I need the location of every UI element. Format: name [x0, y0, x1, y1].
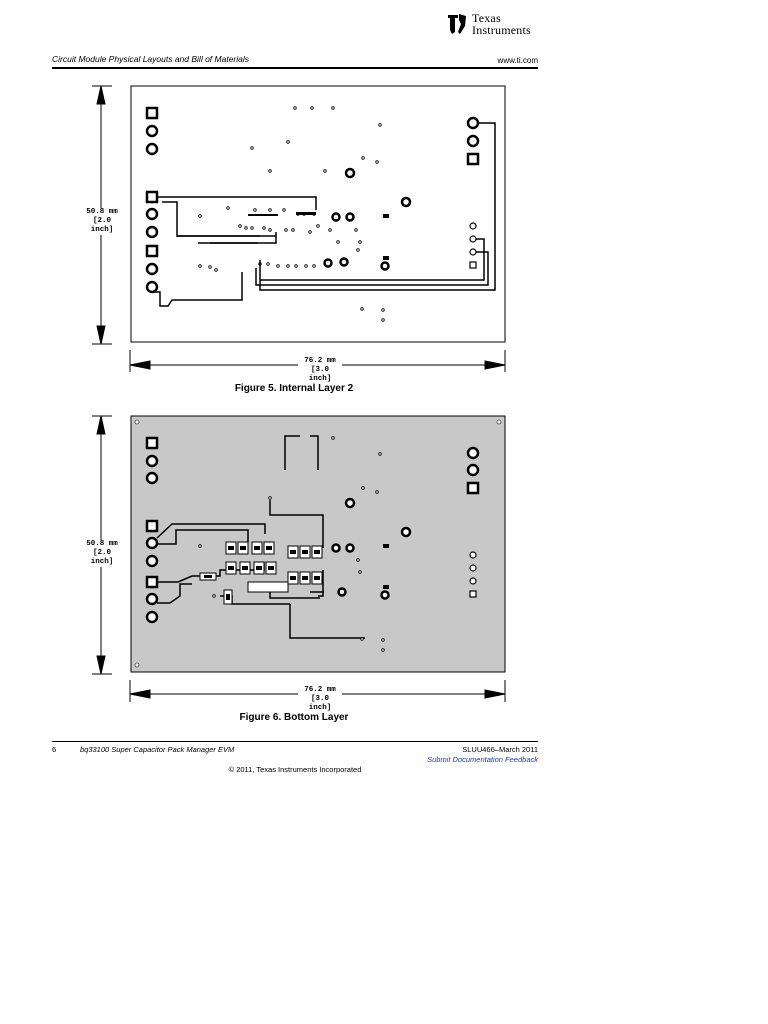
fig6-width-label [298, 686, 342, 713]
logo-wordmark [472, 13, 531, 37]
fig6-width-mm: 76.2 mm [304, 686, 336, 694]
footer-rule [52, 741, 538, 742]
section-title: Circuit Module Physical Layouts and Bill of Materials [52, 54, 250, 64]
logo-line1: Texas [472, 11, 501, 25]
header-rule [52, 67, 538, 69]
figure5-caption: Figure 5. Internal Layer 2 [234, 383, 354, 394]
fig5-width-mm: 76.2 mm [304, 357, 336, 365]
footer-doc-title: bq33100 Super Capacitor Pack Manager EVM [80, 745, 235, 754]
logo-line2: Instruments [472, 23, 531, 37]
header-url[interactable]: www.ti.com [497, 56, 538, 65]
figure6-drawing [80, 410, 520, 710]
copyright: © 2011, Texas Instruments Incorporated [228, 765, 362, 774]
figure6-caption: Figure 6. Bottom Layer [239, 712, 349, 723]
fig5-width-label [298, 357, 342, 384]
fig5-height-mm: 50.8 mm [86, 208, 118, 216]
page-number: 6 [52, 745, 57, 754]
footer-doc-id: SLUU466–March 2011 [462, 745, 538, 754]
ti-logo-icon [446, 12, 468, 36]
fig6-height-mm: 50.8 mm [86, 540, 118, 548]
fig6-height-in: [2.0 inch] [90, 549, 114, 566]
feedback-link[interactable]: Submit Documentation Feedback [427, 755, 538, 764]
figure5-drawing [80, 80, 520, 380]
fig6-width-in: [3.0 inch] [308, 695, 332, 712]
fig5-height-in: [2.0 inch] [90, 217, 114, 234]
fig6-height-label [80, 540, 124, 567]
ti-logo [446, 12, 546, 38]
fig5-width-in: [3.0 inch] [308, 366, 332, 383]
fig5-height-label [80, 208, 124, 235]
